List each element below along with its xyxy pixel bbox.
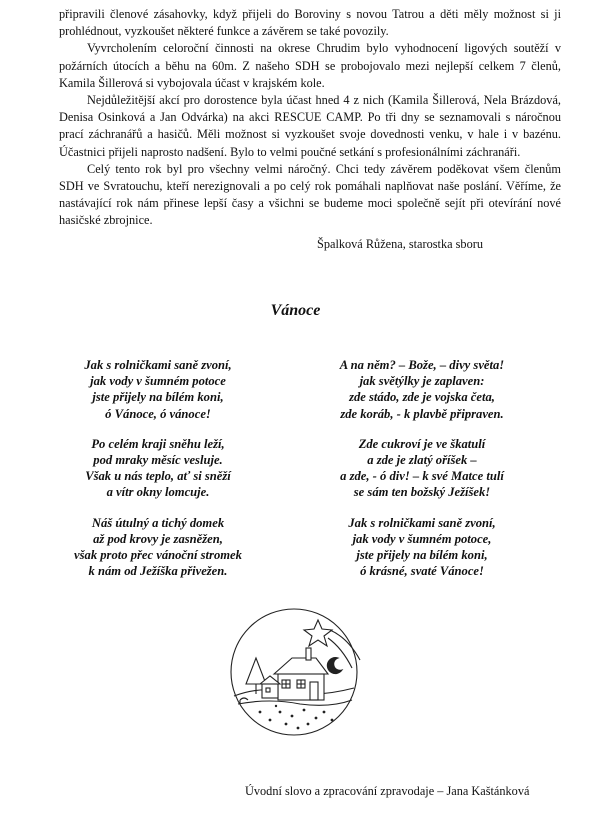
- article-paragraph: Nejdůležitější akcí pro dorostence byla účast hned 4 z nich (Kamila Šillerová, Nela Brázdová, Denisa Osinková a Jan Odvárka) na akci RESCUE CAMP. Po tři dny se seznamovali s náročnou prací záchranářů a hasičů. Měli možnost si vyzkoušet svoje dovednosti venku, v hale i v bazénu. Účastnici přijeli naprosto nadšení. Bylo to velmi poučné setkání s profesionálními záchranáři.: [59, 93, 561, 159]
- poem-left-column: [33, 357, 283, 593]
- poem-line: ó krásné, svaté Vánoce!: [360, 564, 484, 579]
- poem-stanza: [297, 357, 547, 422]
- article-paragraph: připravili členové zásahovky, když přijeli do Boroviny s novou Tatrou a děti měly možnost si ji prohlédnout, vyzkoušet některé funkce a závěrem se také povozily.: [59, 7, 561, 39]
- poem-line: ó Vánoce, ó vánoce!: [105, 406, 211, 421]
- winter-christmas-scene-icon: [220, 600, 368, 740]
- poem-right-column: [297, 357, 547, 593]
- poem-line: k nám od Ježíška přivežen.: [88, 564, 228, 579]
- house: [240, 648, 328, 704]
- chimney: [306, 648, 311, 660]
- poem-stanza: [297, 515, 547, 580]
- poem-line: Jak s rolničkami saně zvoní,: [348, 515, 496, 530]
- poem-stanza: [33, 436, 283, 501]
- poem-line: Jak s rolničkami saně zvoní,: [84, 358, 232, 372]
- crescent-moon: [327, 658, 342, 674]
- poem-line: jste přijely na bílém koni,: [92, 390, 224, 405]
- poem-line: pod mraky měsíc vesluje.: [93, 453, 223, 468]
- poem-title: Vánoce: [270, 302, 321, 319]
- article-paragraph: Celý tento rok byl pro všechny velmi náročný. Chci tedy závěrem poděkovat všem členům SDH ve Svratouchu, kteří nerezignovali a po celý rok pomáhali naplňovat naše poslání. Věříme, že nastávající rok nám přinese lepší časy a všichni se budeme moci společně sejít při otevírání nové hasičské zbrojnice.: [59, 161, 561, 228]
- pine-tree: [246, 658, 266, 684]
- poem-line: zde stádo, zde je vojska četa,: [349, 390, 495, 405]
- article-signature: Špalková Růžena, starostka sboru: [317, 237, 483, 251]
- small-house: [260, 676, 280, 698]
- article-body: [59, 6, 561, 230]
- poem-line: a zde je zlatý oříšek –: [367, 453, 477, 468]
- poem-line: jste přijely na bílém koni,: [356, 548, 488, 563]
- poem-line: Náš útulný a tichý domek: [91, 515, 225, 530]
- poem-line: A na něm? – Bože, – divy světa!: [339, 358, 505, 372]
- poem-line: jak světýlky je zaplaven:: [359, 374, 485, 389]
- poem-line: jak vody v šumném potoce: [90, 374, 226, 389]
- newsletter-credit: Úvodní slovo a zpracování zpravodaje – Jana Kaštánková: [245, 784, 530, 798]
- poem-line: Po celém kraji sněhu leží,: [91, 436, 225, 451]
- poem-stanza: [33, 357, 283, 422]
- comet-star: [304, 620, 332, 646]
- poem-line: a zde, - ó div! – k své Matce tulí: [340, 469, 504, 484]
- poem-stanza: [297, 436, 547, 501]
- poem-line: Však u nás teplo, ať si sněží: [85, 469, 231, 484]
- poem-stanza: [33, 515, 283, 580]
- poem-line: však proto přec vánoční stromek: [74, 548, 242, 563]
- poem-line: se sám ten božský Ježíšek!: [353, 485, 491, 500]
- poem-line: a vítr okny lomcuje.: [106, 485, 210, 500]
- poem-line: až pod krovy je zasněžen,: [93, 531, 223, 546]
- article-paragraph: Vyvrcholením celoroční činnosti na okrese Chrudim bylo vyhodnocení ligových soutěží v požárních útocích a běhu na 60m. Z našeho SDH se probojovalo mezi nejlepší celkem 7 členů, Kamila Šillerová si vybojovala účast v krajském kole.: [59, 41, 561, 90]
- poem-line: zde koráb, - k plavbě připraven.: [340, 406, 504, 421]
- snowflakes: [259, 705, 334, 730]
- poem-line: jak vody v šumném potoce,: [352, 531, 492, 546]
- poem-line: Zde cukroví je ve škatulí: [358, 436, 486, 451]
